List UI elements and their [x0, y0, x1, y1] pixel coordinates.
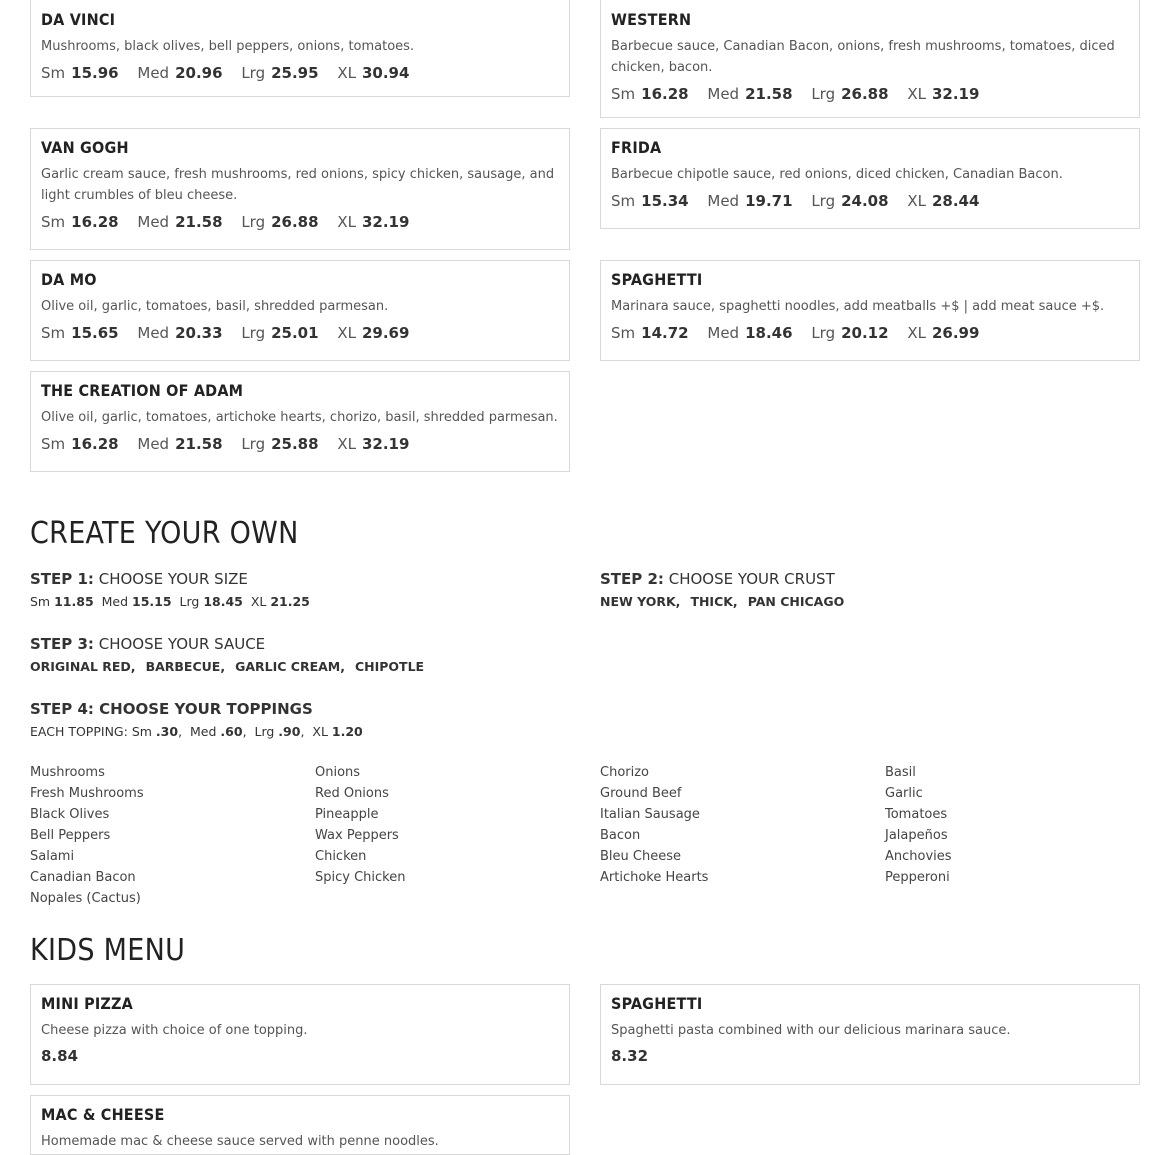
menu-item-card — [30, 371, 570, 472]
topping-item: Onions — [315, 765, 361, 780]
sauce-option: ORIGINAL RED, — [30, 659, 136, 674]
crust-option: PAN CHICAGO — [747, 594, 845, 609]
toppings-column — [315, 762, 405, 888]
kids-menu-item-card — [30, 984, 570, 1085]
toppings-column — [30, 762, 144, 909]
menu-item-name: DA MO — [41, 270, 97, 289]
sauce-option: BARBECUE, — [145, 659, 226, 674]
menu-item-price: 8.84 — [41, 1047, 79, 1065]
menu-item-description: Marinara sauce, spaghetti noodles, add meatballs +$ | add meat sauce +$. — [611, 299, 1105, 314]
menu-item-name: SPAGHETTI — [611, 994, 703, 1013]
menu-item-card — [600, 260, 1140, 361]
step-4-heading: STEP 4: CHOOSE YOUR TOPPINGS — [30, 700, 313, 718]
menu-item-price: 8.32 — [611, 1047, 649, 1065]
topping-item: Bell Peppers — [30, 828, 111, 843]
menu-item-name: DA VINCI — [41, 10, 116, 29]
topping-item: Wax Peppers — [315, 828, 399, 843]
step-2-heading: STEP 2: CHOOSE YOUR CRUST — [600, 570, 835, 588]
topping-item: Canadian Bacon — [30, 870, 136, 885]
menu-item-name: FRIDA — [611, 138, 662, 157]
crust-option: THICK, — [690, 594, 738, 609]
menu-item-name: WESTERN — [611, 10, 692, 29]
topping-item: Pineapple — [315, 807, 379, 822]
menu-item-card — [600, 128, 1140, 229]
menu-item-prices: Sm 15.34 Med 19.71 Lrg 24.08 XL 28.44 — [611, 192, 980, 210]
topping-item: Bleu Cheese — [600, 849, 681, 864]
menu-item-prices: Sm 14.72 Med 18.46 Lrg 20.12 XL 26.99 — [611, 324, 980, 342]
topping-item: Anchovies — [885, 849, 952, 864]
toppings-column — [885, 762, 952, 888]
step-1-heading: STEP 1: CHOOSE YOUR SIZE — [30, 570, 248, 588]
topping-item: Jalapeños — [885, 828, 948, 843]
menu-item-name: THE CREATION OF ADAM — [41, 381, 244, 400]
menu-item-prices: Sm 15.96 Med 20.96 Lrg 25.95 XL 30.94 — [41, 64, 410, 82]
menu-item-prices: Sm 16.28 Med 21.58 Lrg 26.88 XL 32.19 — [41, 213, 410, 231]
crust-option: NEW YORK, — [600, 594, 681, 609]
menu-item-description: Barbecue chipotle sauce, red onions, diced chicken, Canadian Bacon. — [611, 167, 1063, 182]
topping-item: Fresh Mushrooms — [30, 786, 144, 801]
menu-item-description: Garlic cream sauce, fresh mushrooms, red onions, spicy chicken, sausage, and light crumbles of bleu cheese. — [41, 167, 555, 203]
toppings-column — [600, 762, 708, 888]
topping-item: Red Onions — [315, 786, 389, 801]
menu-item-name: MINI PIZZA — [41, 994, 133, 1013]
menu-item-name: VAN GOGH — [41, 138, 129, 157]
kids-menu-item-card — [600, 984, 1140, 1085]
section-title-kids-menu: KIDS MENU — [30, 933, 186, 968]
topping-item: Chorizo — [600, 765, 650, 780]
menu-item-description: Olive oil, garlic, tomatoes, basil, shredded parmesan. — [41, 299, 389, 314]
step-3-heading: STEP 3: CHOOSE YOUR SAUCE — [30, 635, 266, 653]
menu-item-description: Homemade mac & cheese sauce served with penne noodles. — [41, 1134, 439, 1149]
topping-item: Basil — [885, 765, 916, 780]
menu-item-prices: Sm 16.28 Med 21.58 Lrg 26.88 XL 32.19 — [611, 85, 980, 103]
topping-item: Black Olives — [30, 807, 110, 822]
menu-item-card — [30, 0, 570, 97]
menu-item-description: Olive oil, garlic, tomatoes, artichoke hearts, chorizo, basil, shredded parmesan. — [41, 410, 558, 425]
step-1-size-prices: Sm 11.85 Med 15.15 Lrg 18.45 XL 21.25 — [30, 594, 310, 609]
topping-item: Garlic — [885, 786, 923, 801]
menu-item-description: Cheese pizza with choice of one topping. — [41, 1023, 308, 1038]
menu-item-card — [30, 260, 570, 361]
topping-item: Spicy Chicken — [315, 870, 406, 885]
menu-item-card — [600, 0, 1140, 118]
sauce-options — [30, 658, 434, 676]
sauce-option: GARLIC CREAM, — [235, 659, 345, 674]
menu-item-description: Spaghetti pasta combined with our delicious marinara sauce. — [611, 1023, 1011, 1038]
topping-item: Mushrooms — [30, 765, 105, 780]
section-title-create-your-own: CREATE YOUR OWN — [30, 516, 299, 551]
topping-item: Italian Sausage — [600, 807, 700, 822]
sauce-option: CHIPOTLE — [354, 659, 425, 674]
menu-item-card — [30, 128, 570, 250]
topping-item: Tomatoes — [885, 807, 948, 822]
topping-item: Pepperoni — [885, 870, 950, 885]
menu-item-description: Barbecue sauce, Canadian Bacon, onions, fresh mushrooms, tomatoes, diced chicken, bacon. — [611, 39, 1115, 75]
topping-item: Nopales (Cactus) — [30, 891, 141, 906]
topping-prices: EACH TOPPING: Sm .30, Med .60, Lrg .90, XL 1.20 — [30, 724, 363, 739]
crust-options — [600, 593, 854, 611]
menu-item-name: SPAGHETTI — [611, 270, 703, 289]
kids-menu-item-card — [30, 1095, 570, 1155]
menu-item-name: MAC & CHEESE — [41, 1105, 165, 1124]
topping-item: Artichoke Hearts — [600, 870, 709, 885]
topping-item: Chicken — [315, 849, 367, 864]
menu-item-prices: Sm 16.28 Med 21.58 Lrg 25.88 XL 32.19 — [41, 435, 410, 453]
menu-item-prices: Sm 15.65 Med 20.33 Lrg 25.01 XL 29.69 — [41, 324, 410, 342]
topping-item: Bacon — [600, 828, 641, 843]
topping-item: Ground Beef — [600, 786, 682, 801]
menu-item-description: Mushrooms, black olives, bell peppers, onions, tomatoes. — [41, 39, 415, 54]
topping-item: Salami — [30, 849, 75, 864]
